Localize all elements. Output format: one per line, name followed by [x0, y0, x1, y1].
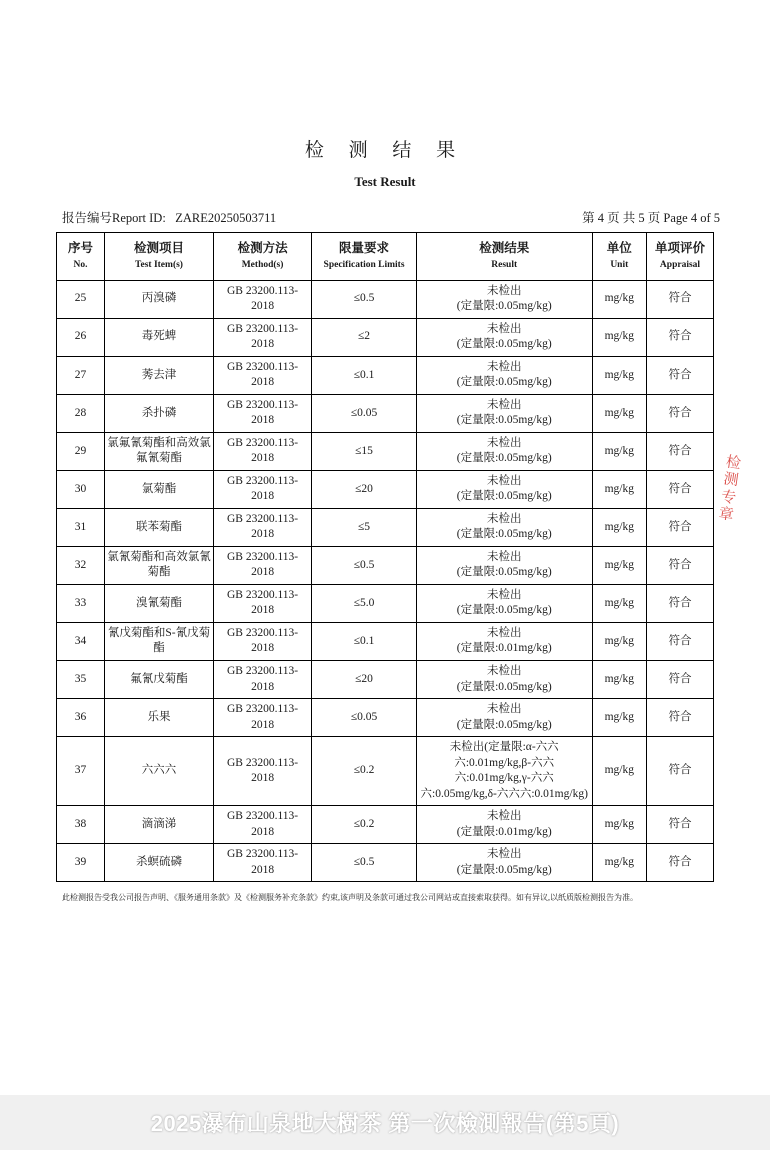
header-method-cn: 检测方法	[237, 241, 288, 255]
cell-spec: ≤20	[312, 661, 417, 699]
cell-unit: mg/kg	[592, 280, 646, 318]
result-line-1: 未检出	[486, 436, 522, 449]
result-line-1: 未检出	[486, 703, 522, 716]
cell-spec: ≤15	[312, 432, 417, 470]
header-result	[416, 233, 592, 281]
cell-no: 36	[57, 699, 105, 737]
cell-item: 氯氰菊酯和高效氯氰菊酯	[105, 546, 214, 584]
table-row	[57, 661, 714, 699]
page-title: 检 测 结 果	[304, 140, 466, 161]
cell-unit: mg/kg	[592, 508, 646, 546]
cell-method: GB 23200.113-2018	[213, 318, 311, 356]
table-row	[57, 622, 714, 660]
result-line-2: (定量限:0.05mg/kg)	[456, 718, 552, 731]
report-id-label: 报告编号Report ID:	[62, 211, 166, 225]
table-row	[57, 470, 714, 508]
cell-item: 杀螟硫磷	[105, 844, 214, 882]
table-row	[57, 737, 714, 806]
cell-appraisal: 符合	[646, 844, 713, 882]
cell-method: GB 23200.113-2018	[213, 699, 311, 737]
table-row	[57, 546, 714, 584]
header-appraisal-en: Appraisal	[659, 259, 701, 270]
cell-item: 毒死蜱	[105, 318, 214, 356]
report-id	[62, 208, 276, 226]
result-line-2: (定量限:0.01mg/kg)	[456, 825, 552, 838]
result-line-2: (定量限:0.05mg/kg)	[456, 680, 552, 693]
header-spec-en: Specification Limits	[323, 259, 405, 270]
header-unit-en: Unit	[610, 259, 629, 270]
cell-appraisal: 符合	[646, 661, 713, 699]
cell-appraisal: 符合	[646, 806, 713, 844]
cell-spec: ≤0.2	[312, 737, 417, 806]
page-number: 第 4 页 共 5 页 Page 4 of 5	[582, 211, 720, 225]
table-row	[57, 318, 714, 356]
cell-method: GB 23200.113-2018	[213, 470, 311, 508]
cell-unit: mg/kg	[592, 356, 646, 394]
cell-item: 六六六	[105, 737, 214, 806]
cell-unit: mg/kg	[592, 844, 646, 882]
cell-method: GB 23200.113-2018	[213, 432, 311, 470]
result-line-2: (定量限:0.05mg/kg)	[456, 300, 552, 313]
table-row	[57, 394, 714, 432]
cell-unit: mg/kg	[592, 432, 646, 470]
cell-unit: mg/kg	[592, 622, 646, 660]
cell-unit: mg/kg	[592, 699, 646, 737]
cell-method: GB 23200.113-2018	[213, 844, 311, 882]
cell-no: 32	[57, 546, 105, 584]
cell-item: 莠去津	[105, 356, 214, 394]
cell-no: 34	[57, 622, 105, 660]
header-spec-cn: 限量要求	[339, 241, 390, 255]
cell-item: 乐果	[105, 699, 214, 737]
cell-item: 氯氟氰菊酯和高效氯氟氰菊酯	[105, 432, 214, 470]
table-row	[57, 806, 714, 844]
report-id-value: ZARE20250503711	[175, 211, 277, 225]
cell-item: 氯菊酯	[105, 470, 214, 508]
cell-method: GB 23200.113-2018	[213, 737, 311, 806]
cell-result	[416, 470, 592, 508]
header-result-cn: 检测结果	[479, 241, 530, 255]
header-appraisal-cn: 单项评价	[654, 241, 705, 255]
test-result-table	[56, 232, 714, 882]
cell-result	[416, 661, 592, 699]
result-line-2: (定量限:0.05mg/kg)	[456, 338, 552, 351]
header-result-en: Result	[491, 259, 518, 270]
cell-item: 杀扑磷	[105, 394, 214, 432]
cell-result	[416, 737, 592, 806]
result-line-2: (定量限:0.05mg/kg)	[456, 376, 552, 389]
header-method	[213, 233, 311, 281]
cell-method: GB 23200.113-2018	[213, 356, 311, 394]
result-line-1: 未检出	[486, 322, 522, 335]
cell-item: 滴滴涕	[105, 806, 214, 844]
cell-result	[416, 806, 592, 844]
page-subtitle: Test Result	[354, 174, 416, 189]
header-method-en: Method(s)	[241, 259, 284, 270]
cell-result	[416, 394, 592, 432]
result-line-1: 未检出	[486, 588, 522, 601]
cell-result	[416, 280, 592, 318]
cell-appraisal: 符合	[646, 432, 713, 470]
cell-spec: ≤0.2	[312, 806, 417, 844]
cell-no: 25	[57, 280, 105, 318]
result-line-1: 未检出	[486, 360, 522, 373]
cell-unit: mg/kg	[592, 318, 646, 356]
result-line-2: (定量限:0.05mg/kg)	[456, 604, 552, 617]
cell-spec: ≤20	[312, 470, 417, 508]
cell-item: 氰戊菊酯和S-氰戊菊酯	[105, 622, 214, 660]
cell-spec: ≤0.05	[312, 394, 417, 432]
cell-no: 37	[57, 737, 105, 806]
cell-spec: ≤0.05	[312, 699, 417, 737]
cell-appraisal: 符合	[646, 470, 713, 508]
cell-unit: mg/kg	[592, 394, 646, 432]
cell-method: GB 23200.113-2018	[213, 584, 311, 622]
result-line-2: (定量限:0.05mg/kg)	[456, 863, 552, 876]
cell-method: GB 23200.113-2018	[213, 661, 311, 699]
seal-char-4: 章	[717, 505, 736, 524]
cell-appraisal: 符合	[646, 508, 713, 546]
result-line-1: 未检出	[486, 284, 522, 297]
table-header-row	[57, 233, 714, 281]
header-no-en: No.	[73, 259, 88, 270]
cell-spec: ≤0.5	[312, 844, 417, 882]
result-line-1: 未检出	[486, 474, 522, 487]
cell-spec: ≤2	[312, 318, 417, 356]
cell-appraisal: 符合	[646, 546, 713, 584]
table-row	[57, 356, 714, 394]
cell-item: 联苯菊酯	[105, 508, 214, 546]
cell-method: GB 23200.113-2018	[213, 280, 311, 318]
seal-char-3: 专	[720, 488, 739, 507]
cell-item: 溴氰菊酯	[105, 584, 214, 622]
cell-spec: ≤0.5	[312, 280, 417, 318]
cell-method: GB 23200.113-2018	[213, 622, 311, 660]
cell-result	[416, 508, 592, 546]
result-line-2: (定量限:0.05mg/kg)	[456, 490, 552, 503]
result-line-2: (定量限:0.05mg/kg)	[456, 452, 552, 465]
cell-appraisal: 符合	[646, 737, 713, 806]
cell-unit: mg/kg	[592, 584, 646, 622]
cell-result	[416, 844, 592, 882]
result-line-1: 未检出	[486, 810, 522, 823]
cell-appraisal: 符合	[646, 318, 713, 356]
cell-no: 31	[57, 508, 105, 546]
cell-method: GB 23200.113-2018	[213, 806, 311, 844]
report-meta	[62, 208, 720, 226]
cell-no: 38	[57, 806, 105, 844]
cell-no: 28	[57, 394, 105, 432]
report-footnote: 此检测报告受我公司报告声明、《服务通用条款》及《检测服务补充条款》约束,该声明及条款可通过我公司网站或直接索取获得。如有异议,以纸质版检测报告为准。	[62, 893, 638, 903]
result-line-1: 未检出	[486, 626, 522, 639]
cell-appraisal: 符合	[646, 394, 713, 432]
cell-appraisal: 符合	[646, 584, 713, 622]
header-spec	[312, 233, 417, 281]
header-no	[57, 233, 105, 281]
header-item	[105, 233, 214, 281]
table-row	[57, 432, 714, 470]
cell-no: 26	[57, 318, 105, 356]
result-line-1: 未检出	[486, 665, 522, 677]
cell-spec: ≤0.5	[312, 546, 417, 584]
cell-item: 氟氰戊菊酯	[105, 661, 214, 699]
cell-method: GB 23200.113-2018	[213, 508, 311, 546]
table-row	[57, 508, 714, 546]
seal-char-1: 检	[724, 454, 743, 473]
cell-appraisal: 符合	[646, 356, 713, 394]
header-item-en: Test Item(s)	[135, 259, 183, 270]
cell-no: 35	[57, 661, 105, 699]
table-row	[57, 699, 714, 737]
result-line-2: (定量限:0.05mg/kg)	[456, 566, 552, 579]
result-line-1: 未检出	[486, 398, 522, 411]
cell-unit: mg/kg	[592, 470, 646, 508]
header-appraisal	[646, 233, 713, 281]
cell-no: 33	[57, 584, 105, 622]
table-body	[57, 280, 714, 882]
cell-method: GB 23200.113-2018	[213, 546, 311, 584]
result-line-1: 未检出	[486, 848, 522, 861]
cell-item: 丙溴磷	[105, 280, 214, 318]
cell-no: 30	[57, 470, 105, 508]
result-line-2: (定量限:0.01mg/kg)	[456, 642, 552, 655]
result-line-1: 未检出	[486, 512, 522, 525]
cell-result	[416, 622, 592, 660]
cell-result	[416, 699, 592, 737]
cell-spec: ≤5.0	[312, 584, 417, 622]
cell-result	[416, 546, 592, 584]
table-row	[57, 844, 714, 882]
cell-no: 39	[57, 844, 105, 882]
cell-unit: mg/kg	[592, 546, 646, 584]
cell-unit: mg/kg	[592, 737, 646, 806]
cell-appraisal: 符合	[646, 622, 713, 660]
header-no-cn: 序号	[68, 241, 94, 255]
cell-spec: ≤5	[312, 508, 417, 546]
cell-no: 29	[57, 432, 105, 470]
cell-no: 27	[57, 356, 105, 394]
caption-text: 2025瀑布山泉地大樹茶 第一次檢測報告(第5頁)	[150, 1111, 620, 1136]
caption-bar	[0, 1095, 770, 1150]
cell-spec: ≤0.1	[312, 622, 417, 660]
seal-char-2: 测	[722, 471, 741, 490]
cell-unit: mg/kg	[592, 806, 646, 844]
cell-spec: ≤0.1	[312, 356, 417, 394]
cell-unit: mg/kg	[592, 661, 646, 699]
result-line-1: 未检出(定量限:α-六六六:0.01mg/kg,β-六六六:0.01mg/kg,γ-六六六:0.05mg/kg,δ-六六六:0.01mg/kg)	[420, 741, 588, 800]
cell-appraisal: 符合	[646, 699, 713, 737]
header-unit	[592, 233, 646, 281]
result-line-2: (定量限:0.05mg/kg)	[456, 414, 552, 427]
cell-method: GB 23200.113-2018	[213, 394, 311, 432]
cell-result	[416, 356, 592, 394]
header-unit-cn: 单位	[606, 241, 632, 255]
cell-appraisal: 符合	[646, 280, 713, 318]
table-row	[57, 584, 714, 622]
cell-result	[416, 432, 592, 470]
cell-result	[416, 318, 592, 356]
header-item-cn: 检测项目	[134, 241, 185, 255]
cell-result	[416, 584, 592, 622]
table-row	[57, 280, 714, 318]
result-line-2: (定量限:0.05mg/kg)	[456, 528, 552, 541]
result-line-1: 未检出	[486, 550, 522, 563]
